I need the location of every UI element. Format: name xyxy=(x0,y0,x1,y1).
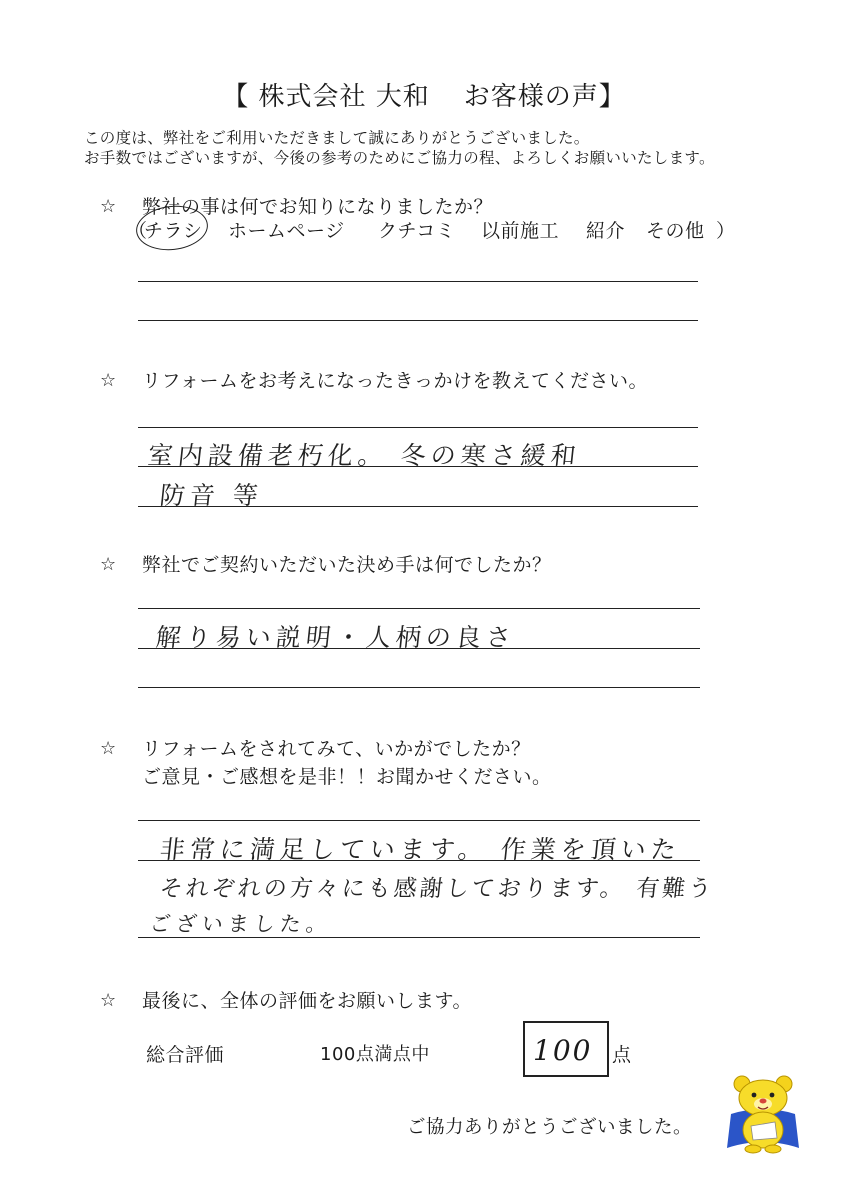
score-unit: 点 xyxy=(612,1044,632,1066)
answer-line xyxy=(138,687,700,688)
paren-close: ） xyxy=(716,220,736,242)
question-3: 弊社でご契約いただいた決め手は何でしたか？ xyxy=(142,554,552,576)
overall-rating-label: 総合評価 xyxy=(146,1044,225,1066)
question-5: 最後に、全体の評価をお願いします。 xyxy=(142,990,472,1012)
page-title xyxy=(0,76,848,113)
intro-line-1: この度は、弊社をご利用いただきまして誠にありがとうございました。 xyxy=(84,129,590,147)
rating-scale: 100点満点中 xyxy=(320,1044,430,1065)
answer-2-line-1: 室内設備老朽化。 冬の寒さ緩和 xyxy=(146,441,583,470)
answer-2-line-2: 防音 等 xyxy=(158,481,265,510)
option-word-of-mouth[interactable]: クチコミ xyxy=(378,220,456,242)
title-voice: お客様の声】 xyxy=(463,82,626,112)
thanks-message: ご協力ありがとうございました。 xyxy=(407,1117,693,1138)
title-company: 【 株式会社 大和 xyxy=(222,82,430,112)
answer-line xyxy=(138,466,698,467)
answer-line xyxy=(138,506,698,507)
bear-mascot-icon xyxy=(725,1074,801,1154)
source-options xyxy=(128,216,736,243)
paren-open: （ xyxy=(128,220,148,242)
star-icon: ☆ xyxy=(100,196,117,217)
answer-line xyxy=(138,648,700,649)
answer-line xyxy=(138,281,698,282)
answer-line xyxy=(138,937,700,938)
question-4-line-1: リフォームをされてみて、いかがでしたか？ xyxy=(142,738,531,760)
answer-4-line-1: 非常に満足しています。 作業を頂いた xyxy=(158,835,683,864)
option-previous-work[interactable]: 以前施工 xyxy=(481,220,560,242)
answer-line xyxy=(138,608,700,609)
question-1: 弊社の事は何でお知りになりましたか？ xyxy=(142,196,494,218)
question-2: リフォームをお考えになったきっかけを教えてください。 xyxy=(142,370,649,392)
star-icon: ☆ xyxy=(100,990,117,1011)
answer-line xyxy=(138,320,698,321)
question-4-line-2: ご意見・ご感想を是非！！お聞かせください。 xyxy=(142,766,552,788)
star-icon: ☆ xyxy=(100,370,117,391)
answer-line xyxy=(138,427,698,428)
option-homepage[interactable]: ホームページ xyxy=(228,220,345,242)
answer-line xyxy=(138,860,700,861)
answer-4-line-3: ございました。 xyxy=(148,912,334,936)
answer-3-line-1: 解り易い説明・人柄の良さ xyxy=(154,623,518,652)
star-icon: ☆ xyxy=(100,738,117,759)
answer-4-line-2: それぞれの方々にも感謝しております。 有難う xyxy=(158,876,716,902)
option-referral[interactable]: 紹介 xyxy=(586,220,626,242)
intro-line-2: お手数ではございますが、今後の参考のためにご協力の程、よろしくお願いいたします。 xyxy=(84,149,715,167)
option-flyer[interactable]: チラシ xyxy=(144,220,203,242)
star-icon: ☆ xyxy=(100,554,117,575)
answer-line xyxy=(138,820,700,821)
score-value: 100 xyxy=(533,1034,593,1067)
option-other[interactable]: その他 xyxy=(646,220,705,242)
